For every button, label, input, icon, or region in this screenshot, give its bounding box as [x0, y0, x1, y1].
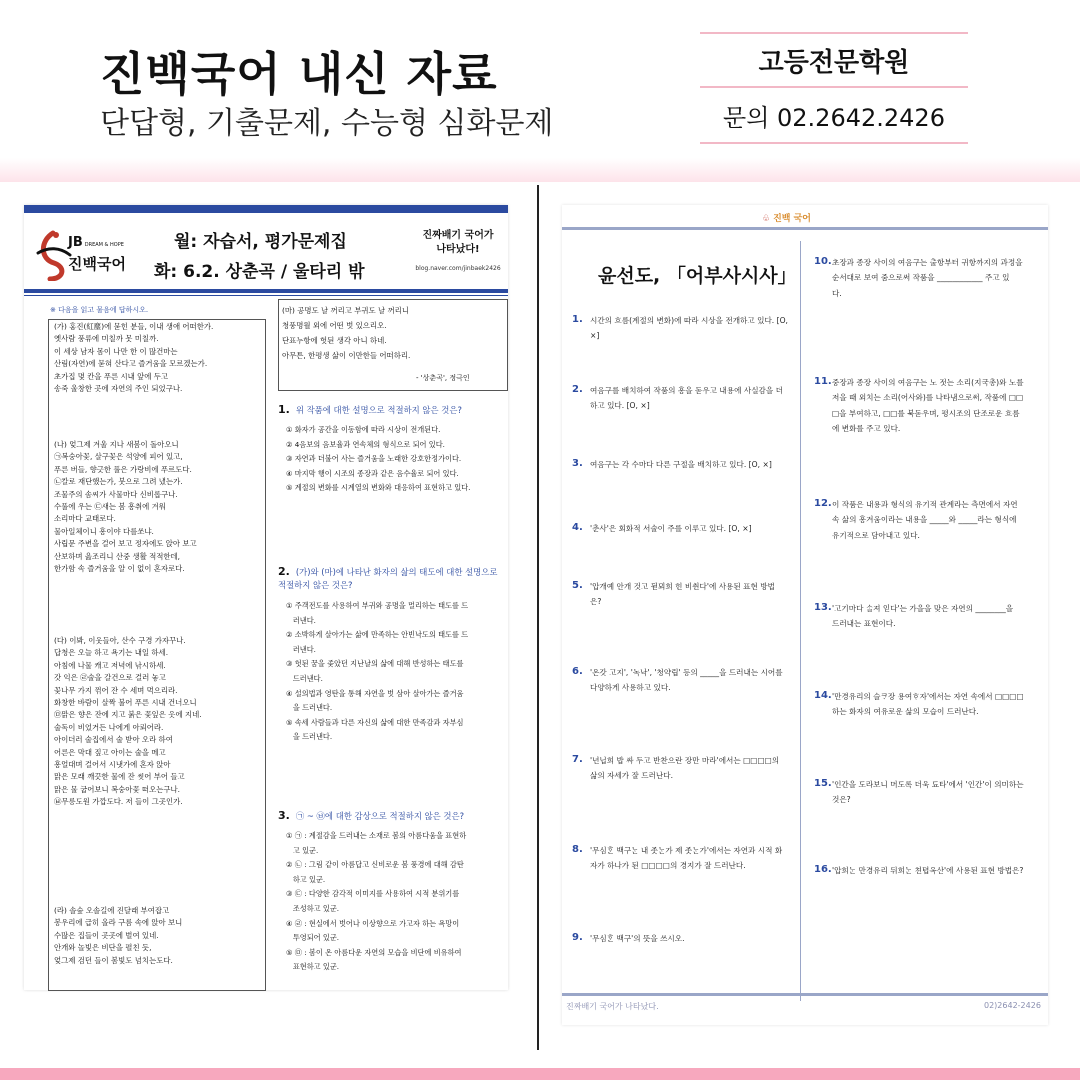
question-number: 7.	[572, 754, 583, 765]
question-number: 16.	[814, 864, 832, 875]
question-text: 이 작품은 내용과 형식의 유기적 관계라는 측면에서 자연 속 삶의 흥겨움이라는 내용을 _____와 _____라는 형식에 유기적으로 담아내고 있다.	[832, 500, 1018, 540]
pink-divider-middle	[700, 86, 968, 88]
question-item	[572, 457, 798, 472]
page-title: 진백국어 내신 자료	[100, 47, 498, 101]
passage-source: - '상춘곡', 정극인	[416, 374, 470, 382]
question-text: 여음구는 각 수마다 다른 구절을 배치하고 있다. [O, ×]	[590, 460, 772, 469]
question-number: 9.	[572, 932, 583, 943]
question-text: '년닙희 밥 싸 두고 반찬으란 장만 마라'에서는 □□□□의 삶의 자세가 잘 드러난다.	[590, 756, 780, 781]
question-text: 시간의 흐름(계절의 변화)에 따라 시상을 전개하고 있다. [O, ×]	[590, 316, 788, 341]
question-number: 5.	[572, 580, 583, 591]
question-number: 11.	[814, 376, 832, 387]
question-item	[814, 255, 1046, 301]
question-item	[814, 601, 1046, 632]
question-number: 2.	[278, 565, 290, 578]
page-divider	[537, 185, 539, 1050]
question-text: '무심ᄒᆞᆫ 백구ᄂᆞᆫ 내 좃ᄂᆞᆫ가 제 좃ᄂᆞᆫ가'에서는 자연과 시적 화 자가 하나가 된 □□□□의 경지가 잘 드러난다.	[590, 846, 783, 871]
logo-mark-icon	[34, 229, 72, 281]
logo-jb-text: JB	[68, 235, 83, 250]
question-number: 1.	[572, 314, 583, 325]
schedule-monday: 월: 자습서, 평가문제집	[174, 232, 347, 252]
footer-phone: 02)2642-2426	[984, 1001, 1041, 1010]
question-text: 중장과 종장 사이의 여음구는 노 젓는 소리(지국총)와 노를 저을 때 외치는 소리(어사와)를 나타냄으로써, 작품에 □□ □을 부여하고, □□를 북돋우며, 평시조의 단조로운 흐름 에 변화를 주고 있다.	[832, 378, 1024, 434]
question-item	[572, 665, 798, 696]
page-subtitle: 단답형, 기출문제, 수능형 심화문제	[100, 106, 554, 141]
question-text: ㉠ ~ ㉥에 대한 감상으로 적절하지 않은 것은?	[295, 811, 465, 821]
logo-mark-icon: ♧	[762, 214, 771, 224]
instruction-text: ※ 다음을 읽고 물음에 답하시오.	[50, 306, 149, 314]
question-item	[572, 753, 798, 784]
question-2	[278, 565, 506, 592]
work-title: 윤선도, 「어부사시사」	[598, 265, 797, 287]
question-text: 초장과 종장 사이의 여음구는 출항부터 귀항까지의 과정을 순서대로 보여 줌으로써 작품을 ____________ 주고 있 다.	[832, 258, 1023, 298]
jb-logo	[34, 225, 134, 285]
question-text: 위 작품에 대한 설명으로 적절하지 않은 것은?	[295, 405, 462, 415]
question-number: 1.	[278, 403, 290, 416]
question-2-options: ① 주객전도를 사용하여 부귀와 공명을 멀리하는 태도를 드 러낸다. ② 소박하게 살아가는 삶에 만족하는 안빈낙도의 태도를 드 러낸다. ③ 헛된 꿈을 좇았던 지난날의 삶에 대해 반성하는 태도를 드러낸다. ④ 설의법과 영탄을 통해 자연을 벗 삼아 살아가는 즐거움 을 드러낸다. ⑤ 속세 사람들과 다른 자신의 삶에 대한 만족감과 자부심 을 드러낸다.	[286, 601, 469, 742]
question-text: '무심ᄒᆞᆫ 백구'의 뜻을 쓰시오.	[590, 934, 685, 943]
question-item	[572, 931, 798, 946]
question-item	[814, 689, 1046, 720]
question-text: '고기마다 ᄉᆞᆯ져 읻다'는 가을을 맞은 자연의 ________을 드러내는 표현이다.	[832, 604, 1014, 629]
question-number: 8.	[572, 844, 583, 855]
question-1-options: ① 화자가 공간을 이동함에 따라 시상이 전개된다. ② 4음보의 음보율과 연속체의 형식으로 되어 있다. ③ 자연과 더불어 사는 즐거움을 노래한 강호한정가이다. ④ 마지막 행이 시조의 종장과 같은 음수율로 되어 있다. ⑤ 계절의 변화를 시계열의 변화와 대응하여 표현하고 있다.	[286, 425, 471, 493]
passage-e: (마) 공명도 날 꺼리고 부귀도 날 꺼리니 청풍명월 외에 어떤 벗 있으리오. 단표누항에 헛된 생각 아니 하네. 아무튼, 한평생 삶이 이만한들 어떠하리.	[282, 306, 411, 360]
right-page-header: 진백 국어	[773, 214, 811, 224]
question-number: 15.	[814, 778, 832, 789]
schedule-tuesday: 화: 6.2. 상춘곡 / 울타리 밖	[154, 262, 365, 282]
column-divider	[800, 241, 801, 1001]
question-number: 3.	[278, 809, 290, 822]
right-worksheet-page	[562, 205, 1048, 1025]
question-1	[278, 403, 462, 417]
pink-divider-bottom	[700, 142, 968, 144]
question-text: '압개예 안개 것고 뒫뫼희 힌 비췬다'에 사용된 표현 방법 은?	[590, 582, 775, 607]
question-number: 4.	[572, 522, 583, 533]
question-item	[572, 521, 798, 536]
right-bottom-rule	[562, 993, 1048, 996]
logo-name: 진백국어	[68, 255, 126, 273]
question-item	[572, 579, 798, 610]
right-top-rule	[562, 227, 1048, 230]
question-item	[572, 383, 798, 414]
question-item	[814, 863, 1046, 878]
question-item	[814, 777, 1046, 808]
question-number: 10.	[814, 256, 832, 267]
question-number: 6.	[572, 666, 583, 677]
question-number: 2.	[572, 384, 583, 395]
passage-d: (라) 솔숲 오솔길에 진달래 부여잡고 봉우리에 급히 올라 구름 속에 앉아 보니 수많은 집들이 곳곳에 벌여 있네. 안개와 놀빛은 비단을 펼친 듯, 엊그제 검던 들이 봄빛도 넘치는도다.	[54, 906, 183, 965]
question-text: '압희ᄂᆞᆫ 만경유리 뒤희ᄂᆞᆫ 쳔텹옥산'에 사용된 표현 방법은?	[832, 866, 1024, 875]
academy-name: 고등전문학원	[758, 48, 910, 78]
header-blue-bar	[24, 289, 508, 293]
question-item	[814, 375, 1046, 437]
footer-pink-band	[0, 1068, 1080, 1080]
header-gradient-band	[0, 158, 1080, 182]
passage-a: (가) 홍진(紅塵)에 묻힌 분들, 이내 생애 어떠한가. 옛사람 풍류에 미칠까 못 미칠까. 이 세상 남자 몸이 나만 한 이 많건마는 산림(자연)에 묻혀 산다고 즐거움을 모르겠는가. 초가집 몇 칸을 푸른 시내 앞에 두고 송죽 울창한 곳에 자연의 주인 되었구나.	[54, 322, 214, 394]
header-blue-line	[24, 295, 508, 296]
left-worksheet-page	[24, 205, 508, 990]
question-text: '인간을 도라보니 머도록 더욱 됴타'에서 '인간'이 의미하는 것은?	[832, 780, 1024, 805]
question-number: 13.	[814, 602, 832, 613]
question-item	[572, 313, 798, 344]
passage-c: (다) 이봐, 이웃들아, 산수 구경 가자꾸나. 답청은 오늘 하고 욕기는 내일 하세. 아침에 나물 캐고 저녁에 낚시하세. 갓 익은 ㉣술을 갈건으로 걸러 놓고 꽃나무 가지 꺾어 잔 수 세며 먹으리라. 화창한 바람이 살짝 불어 푸른 시내 건너오니 ㉤맑은 향은 잔에 지고 붉은 꽃잎은 옷에 지네. 술독이 비었거든 나에게 아뢰어라. 아이더러 술집에서 술 받아 오라 하여 어른은 막대 짚고 아이는 술을 메고 흥얼대며 걸어서 시냇가에 혼자 앉아 맑은 모래 깨끗한 물에 잔 씻어 부어 들고 맑은 물 굽어보니 복숭아꽃 떠오는구나. ㉥무릉도원 가깝도다. 저 들이 그곳인가.	[54, 636, 202, 807]
logo-tagline: DREAM & HOPE	[84, 242, 124, 248]
question-number: 12.	[814, 498, 832, 509]
pink-divider-top	[700, 32, 968, 34]
question-3-options: ① ㉠ : 계절감을 드러내는 소재로 봄의 아름다움을 표현하 고 있군. ② ㉡ : 그림 같이 아름답고 신비로운 봄 풍경에 대해 감탄 하고 있군. ③ ㉢ : 다양한 감각적 이미지를 사용하여 시적 분위기를 조성하고 있군. ④ ㉣ : 현실에서 벗어나 이상향으로 가고자 하는 욕망이 투영되어 있군. ⑤ ㉤ : 봄이 온 아름다운 자연의 모습을 비단에 비유하여 표현하고 있군.	[286, 831, 467, 972]
question-text: '춘사'은 회화적 서술이 주를 이루고 있다. [O, ×]	[590, 524, 752, 533]
slogan: 진짜배기 국어가 나타났다!	[422, 230, 494, 255]
contact-phone: 문의 02.2642.2426	[723, 104, 945, 132]
passage-b: (나) 엊그제 겨울 지나 새봄이 돌아오니 ㉠복숭아꽃, 살구꽃은 석양에 피어 있고, 푸른 버들, 향긋한 풀은 가랑비에 푸르도다. ㉡칼로 재단했는가, 붓으로 그려 냈는가. 조물주의 솜씨가 사물마다 신비롭구나. 수풀에 우는 ㉢새는 봄 흥취에 겨워 소리마다 교태로다. 물아일체이니 흥이야 다를쏘냐. 사립문 주변을 걸어 보고 정자에도 앉아 보고 산보하며 읊조리니 산중 생활 적적한데, 한가함 속 즐거움을 알 이 없이 혼자로다.	[54, 440, 197, 574]
question-text: (가)와 (마)에 나타난 화자의 삶의 태도에 대한 설명으로 적절하지 않은 것은?	[278, 567, 498, 590]
footer-slogan: 진짜배기 국어가 나타났다.	[566, 1002, 659, 1011]
question-3	[278, 809, 464, 823]
question-text: 여음구를 배치하여 작품의 흥을 돋우고 내용에 사실감을 더 하고 있다. [O, ×]	[590, 386, 783, 411]
top-blue-bar	[24, 205, 508, 213]
blog-url: blog.naver.com/jinbaek2426	[415, 265, 501, 272]
question-number: 14.	[814, 690, 832, 701]
question-text: '온갓 고지', '녹낙', '청약립' 등의 _____을 드러내는 시어를 다양하게 사용하고 있다.	[590, 668, 783, 693]
question-item	[814, 497, 1046, 543]
question-item	[572, 843, 798, 874]
question-text: '만경유리의 슬ᄏᆞ장 용여ᄒᆞ자'에서는 자연 속에서 □□□□ 하는 화자의 여유로운 삶의 모습이 드러난다.	[832, 692, 1024, 717]
question-number: 3.	[572, 458, 583, 469]
